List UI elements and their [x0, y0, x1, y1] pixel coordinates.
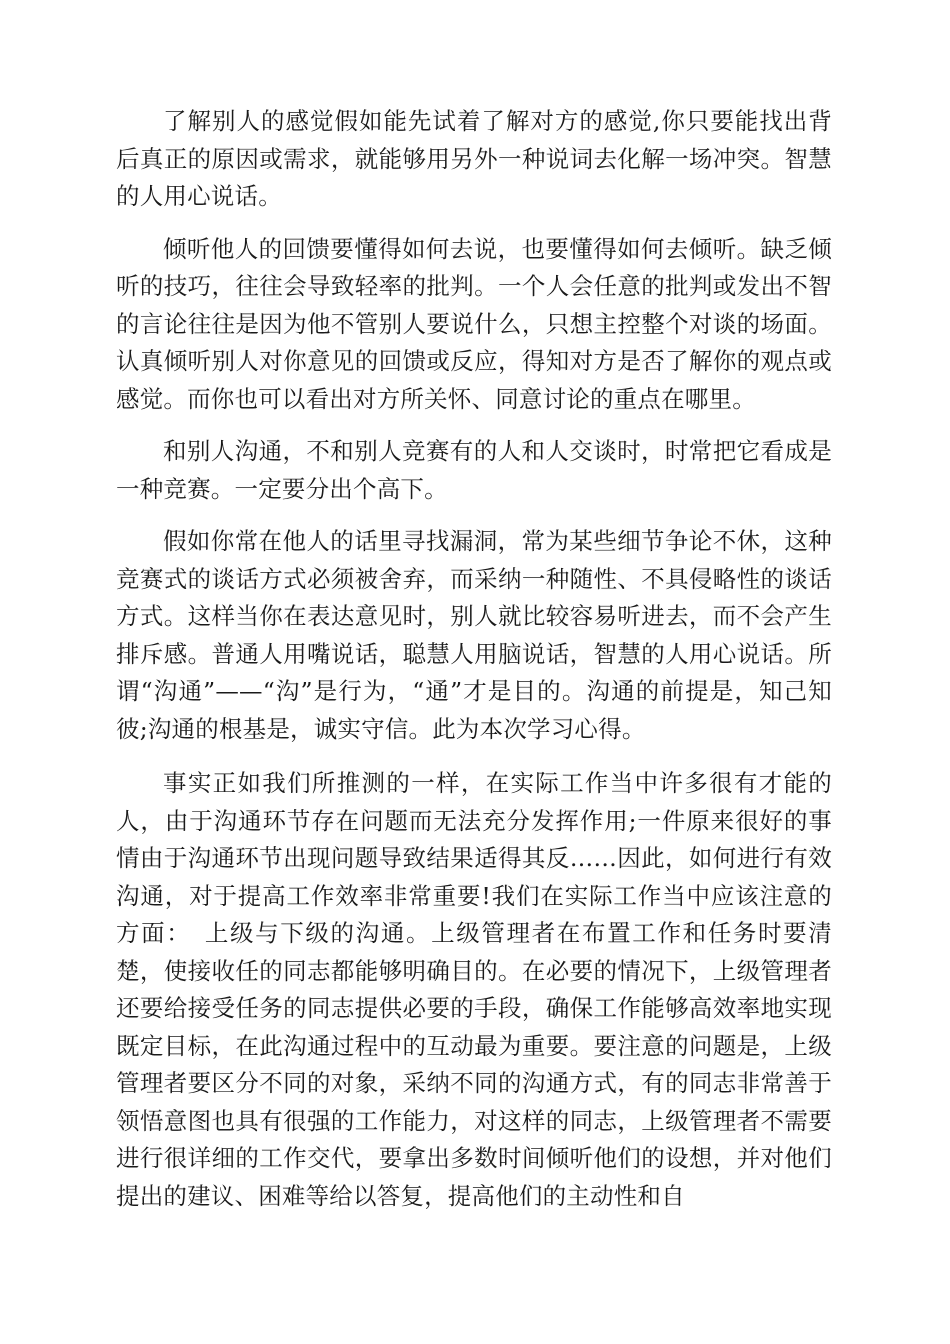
paragraph-no-competition: 和别人沟通，不和别人竞赛有的人和人交谈时，时常把它看成是一种竞赛。一定要分出个高下。: [116, 437, 832, 503]
paragraph-understanding-feelings: 了解别人的感觉假如能先试着了解对方的感觉,你只要能找出背后真正的原因或需求，就能够用另外一种说词去化解一场冲突。智慧的人用心说话。: [116, 107, 832, 210]
paragraph-conversation-style: 假如你常在他人的话里寻找漏洞，常为某些细节争论不休，这种竞赛式的谈话方式必须被舍弃，而采纳一种随性、不具侵略性的谈话方式。这样当你在表达意见时，别人就比较容易听进去，而不会产生排斥感。普通人用嘴说话，聪慧人用脑说话，智慧的人用心说话。所谓“沟通”——“沟”是行为，“通”才是目的。沟通的前提是，知己知彼;沟通的根基是，诚实守信。此为本次学习心得。: [116, 527, 832, 743]
document-body: [116, 103, 832, 1232]
paragraph-listening-feedback: 倾听他人的回馈要懂得如何去说，也要懂得如何去倾听。缺乏倾听的技巧，往往会导致轻率的批判。一个人会任意的批判或发出不智的言论往往是因为他不管别人要说什么，只想主控整个对谈的场面。认真倾听别人对你意见的回馈或反应，得知对方是否了解你的观点或感觉。而你也可以看出对方所关怀、同意讨论的重点在哪里。: [116, 234, 832, 413]
paragraph-workplace-communication: 事实正如我们所推测的一样，在实际工作当中许多很有才能的人，由于沟通环节存在问题而无法充分发挥作用;一件原来很好的事情由于沟通环节出现问题导致结果适得其反……因此，如何进行有效沟通，对于提高工作效率非常重要!我们在实际工作当中应该注意的方面： 上级与下级的沟通。上级管理者在布置工作和任务时要清楚，使接收任的同志都能够明确目的。在必要的情况下，上级管理者还要给接受任务的同志提供必要的手段，确保工作能够高效率地实现既定目标，在此沟通过程中的互动最为重要。要注意的问题是，上级管理者要区分不同的对象，采纳不同的沟通方式，有的同志非常善于领悟意图也具有很强的工作能力，对这样的同志，上级管理者不需要进行很详细的工作交代，要拿出多数时间倾听他们的设想，并对他们提出的建议、困难等给以答复，提高他们的主动性和自: [116, 769, 832, 1210]
